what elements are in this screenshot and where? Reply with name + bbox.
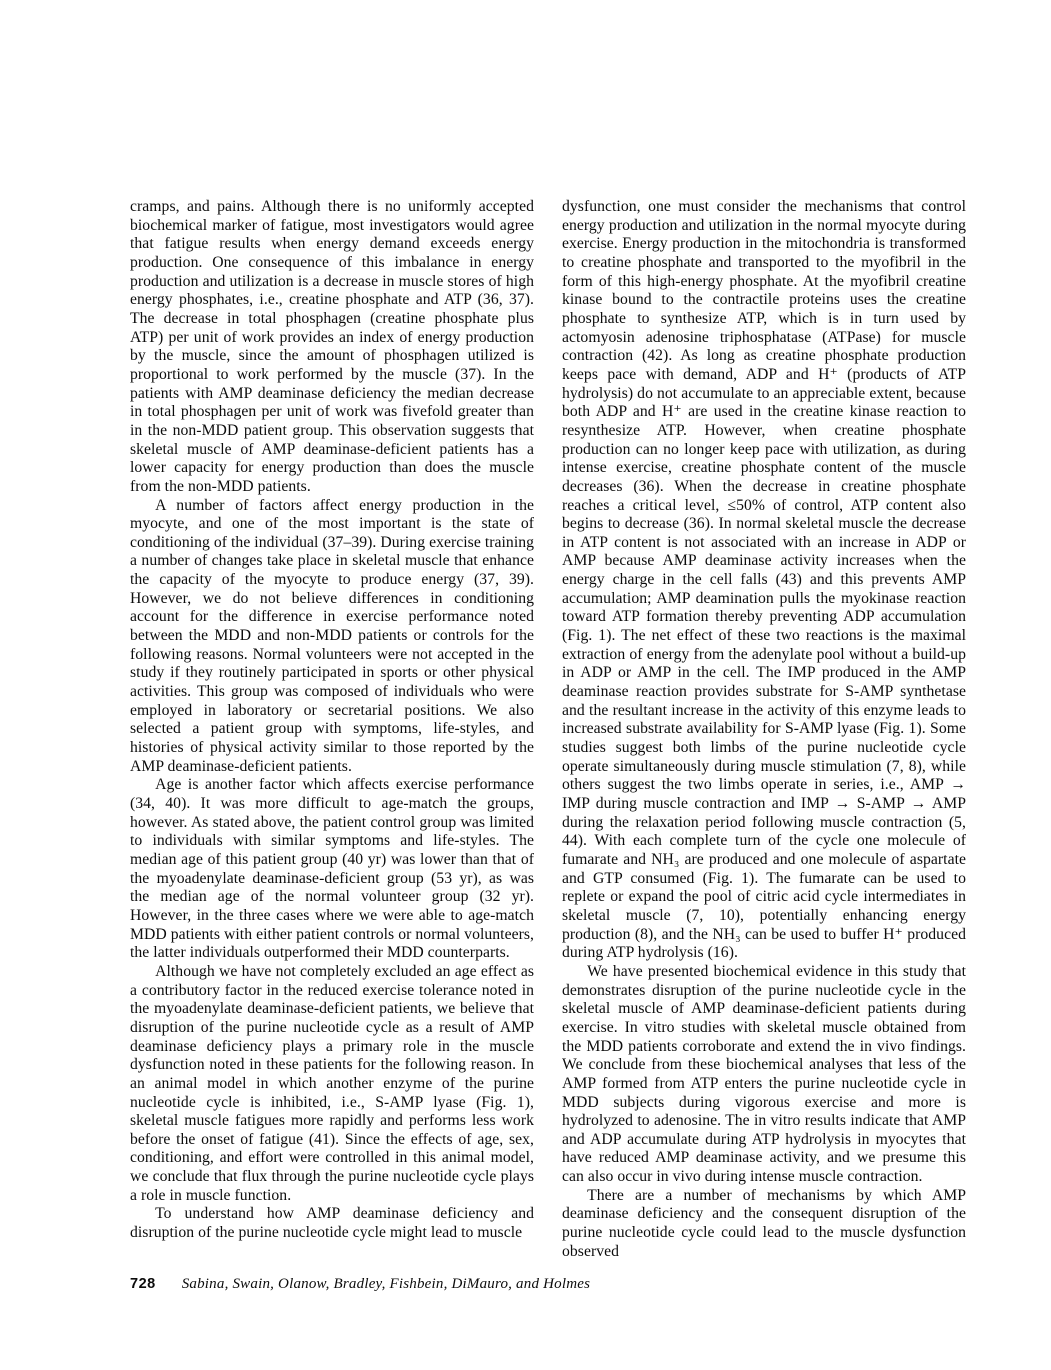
page-number: 728 [130, 1276, 156, 1292]
body-paragraph: There are a number of mechanisms by which AMP deaminase deficiency and the consequent disruption of the purine nucleotide cycle could lead to the muscle dysfunction observed [562, 1186, 966, 1260]
body-paragraph: Although we have not completely excluded an age effect as a contributory factor in the reduced exercise tolerance noted in the myoadenylate deaminase-deficient patients, we believe that disruption of the purine nucleotide cycle as a result of AMP deaminase deficiency plays a primary role in the muscle dysfunction noted in these patients for the following reason. In an animal model in which another enzyme of the purine nucleotide cycle is inhibited, i.e., S-AMP lyase (Fig. 1), skeletal muscle fatigues more rapidly and performs less work before the onset of fatigue (41). Since the effects of age, sex, conditioning, and effort were controlled in this animal model, we conclude that flux through the purine nucleotide cycle plays a role in muscle function. [130, 962, 534, 1204]
left-column [130, 198, 534, 1261]
running-authors: Sabina, Swain, Olanow, Bradley, Fishbein, DiMauro, and Holmes [181, 1276, 591, 1292]
body-paragraph: Age is another factor which affects exercise performance (34, 40). It was more difficult to age-match the groups, however. As stated above, the patient control group was limited to individuals with similar symptoms and life-styles. The median age of this patient group (40 yr) was lower than that of the myoadenylate deaminase-deficient group (53 yr), as was the median age of the normal volunteer group (32 yr). However, in the three cases where we were able to age-match MDD patients with either patient controls or normal volunteers, the latter individuals outperformed their MDD counterparts. [130, 776, 534, 962]
body-paragraph: cramps, and pains. Although there is no uniformly accepted biochemical marker of fatigue, most investigators would agree that fatigue results when energy demand exceeds energy production. One consequence of this imbalance in energy production and utilization is a decrease in muscle stores of high energy phosphates, i.e., creatine phosphate and ATP (36, 37). The decrease in total phosphagen (creatine phosphate plus ATP) per unit of work provides an index of energy production by the muscle, since the amount of phosphagen utilized is proportional to work performed by the muscle (37). In the patients with AMP deaminase deficiency the median decrease in total phosphagen per unit of work was fivefold greater than in the non-MDD patient group. This observation suggests that skeletal muscle of AMP deaminase-deficient patients has a lower capacity for energy production than does the muscle from the non-MDD patients. [130, 198, 534, 495]
body-paragraph: A number of factors affect energy production in the myocyte, and one of the most important is the state of conditioning of the individual (37–39). During exercise training a number of changes take place in skeletal muscle that enhance the capacity of the myocyte to produce energy (37, 39). However, we do not believe differences in conditioning account for the difference in exercise performance noted between the MDD and non-MDD patients or controls for the following reasons. Normal volunteers were not accepted in the study if they routinely participated in sports or other physical activities. This group was composed of individuals who were employed in laboratory or secretarial positions. We also selected a patient group with symptoms, life-styles, and histories of physical activity similar to those reported by the AMP deaminase-deficient patients. [130, 496, 535, 775]
body-paragraph: To understand how AMP deaminase deficiency and disruption of the purine nucleotide cycle might lead to muscle [130, 1205, 534, 1242]
right-column [562, 198, 966, 1261]
two-column-text-block [130, 198, 966, 1261]
page-footer [130, 1276, 966, 1293]
body-paragraph: dysfunction, one must consider the mechanisms that control energy production and utilization in the normal myocyte during exercise. Energy production in the mitochondria is transformed to creatine phosphate and transported to the myofibril in the form of this high-energy phosphate. At the myofibril creatine kinase bound to the contractile proteins uses the creatine phosphate to synthesize ATP, which is in turn used by actomyosin adenosine triphosphatase (ATPase) for muscle contraction (42). As long as creatine phosphate production keeps pace with demand, ADP and H⁺ (products of ATP hydrolysis) do not accumulate to an appreciable extent, because both ADP and H⁺ are used in the creatine kinase reaction to resynthesize ATP. However, when creatine phosphate production can no longer keep pace with utilization, as during intense exercise, creatine phosphate content of the muscle decreases (36). When the decrease in creatine phosphate reaches a critical level, ≤50% of control, ATP content also begins to decrease (36). In normal skeletal muscle the decrease in ATP content is not associated with an increase in ADP or AMP because AMP deaminase activity increases when the energy charge in the cell falls (43) and this prevents AMP accumulation; AMP deamination pulls the myokinase reaction toward ATP formation thereby preventing ADP accumulation (Fig. 1). The net effect of these two reactions is the maximal extraction of energy from the adenylate pool without a build-up in ADP or AMP in the cell. The IMP produced in the AMP deaminase reaction provides substrate for S-AMP synthetase and the resultant increase in the activity of this enzyme leads to increased substrate availability for S-AMP lyase (Fig. 1). Some studies suggest both limbs of the purine nucleotide cycle operate simultaneously during muscle stimulation (7, 8), while others suggest the two limbs operate in series, i.e., AMP → IMP during muscle contraction and IMP → S-AMP → AMP during the relaxation period following muscle contraction (5, 44). With each complete turn of the cycle one molecule of fumarate and NH₃ are produced and one molecule of aspartate and GTP consumed (Fig. 1). The fumarate can be used to replete or expand the pool of citric acid cycle intermediates in skeletal muscle (7, 10), potentially enhancing energy production (8), and the NH₃ can be used to buffer H⁺ produced during ATP hydrolysis (16). [562, 198, 966, 962]
body-paragraph: We have presented biochemical evidence in this study that demonstrates disruption of the purine nucleotide cycle in the skeletal muscle of AMP deaminase-deficient patients during exercise. In vitro studies with skeletal muscle obtained from the MDD patients corroborate and extend the in vivo findings. We conclude from these biochemical analyses that less of the AMP formed from ATP enters the purine nucleotide cycle in MDD subjects during vigorous exercise and more is hydrolyzed to adenosine. The in vitro results indicate that AMP and ADP accumulate during ATP hydrolysis in myocytes that have reduced AMP deaminase activity, and we presume this can also occur in vivo during intense muscle contraction. [562, 962, 966, 1186]
